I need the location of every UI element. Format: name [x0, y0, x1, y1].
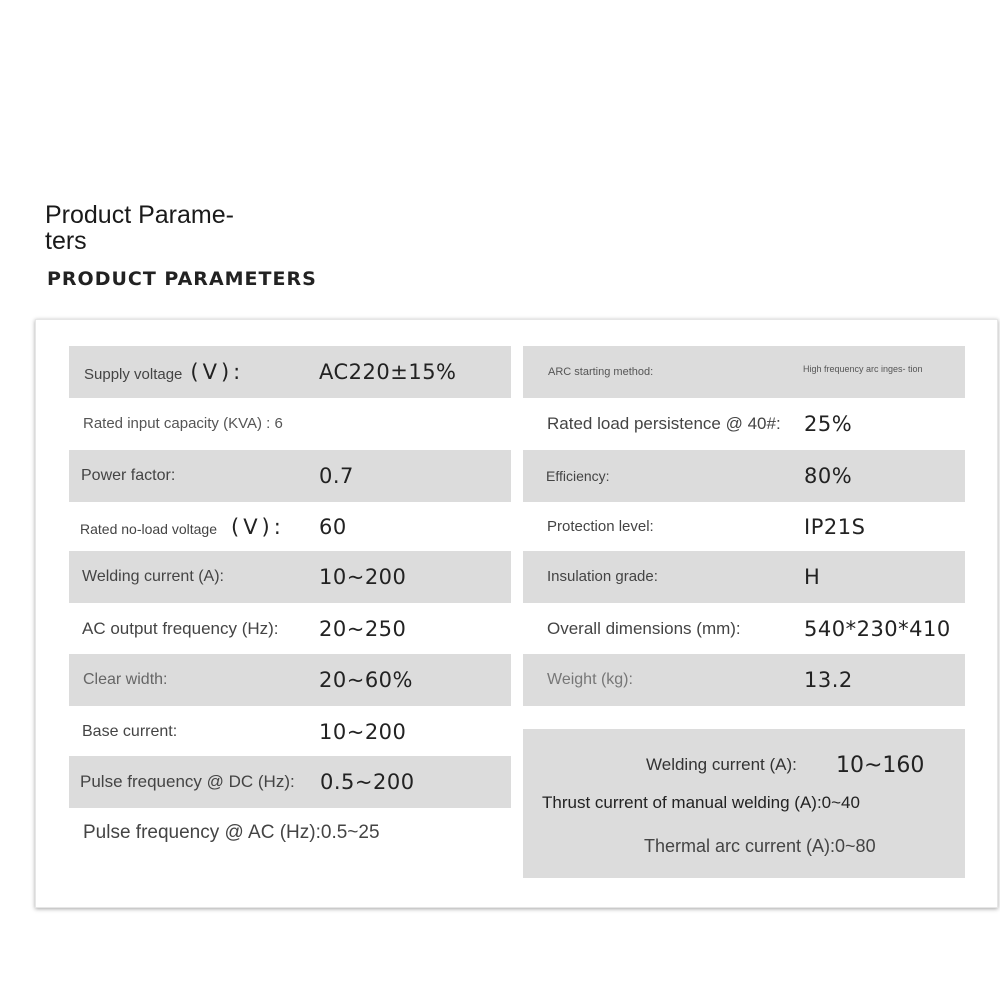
param-label: Base current: — [82, 723, 178, 740]
param-value: IP21S — [804, 515, 866, 539]
param-value: 60 — [319, 515, 347, 539]
param-row-pulse-frequency-ac — [69, 807, 511, 859]
page-subtitle: PRODUCT PARAMETERS — [47, 268, 317, 290]
param-value: High frequency arc inges- tion — [803, 364, 923, 374]
manual-welding-box — [523, 729, 965, 878]
no-load-voltage-unit: (V): — [231, 515, 285, 539]
param-value: 20~60% — [319, 668, 413, 692]
param-label: Pulse frequency @ AC (Hz):0.5~25 — [83, 822, 380, 843]
param-row-power-factor — [69, 450, 511, 502]
param-row-arc-starting-method — [523, 346, 965, 398]
param-row-base-current — [69, 706, 511, 758]
param-row-ac-output-frequency — [69, 603, 511, 655]
param-label: Pulse frequency @ DC (Hz): — [80, 772, 295, 791]
thrust-current-text: Thrust current of manual welding (A):0~40 — [542, 793, 860, 812]
no-load-voltage-label: Rated no-load voltage — [80, 521, 217, 537]
param-value: 25% — [804, 412, 853, 436]
parameters-panel — [35, 319, 998, 908]
param-row-overall-dimensions — [523, 603, 965, 655]
param-value: 13.2 — [804, 668, 853, 692]
param-row-clear-width — [69, 654, 511, 706]
param-value: 0.5~200 — [320, 770, 415, 794]
param-label: Efficiency: — [546, 468, 610, 484]
param-value: 20~250 — [319, 617, 407, 641]
param-label: Welding current (A): — [82, 568, 224, 585]
param-row-welding-current — [69, 551, 511, 603]
param-label: Rated load persistence @ 40#: — [547, 414, 781, 433]
param-row-supply-voltage — [69, 346, 511, 398]
param-row-rated-no-load-voltage — [69, 501, 511, 553]
param-value: 0.7 — [319, 464, 354, 488]
param-label — [84, 346, 244, 398]
param-label: Protection level: — [547, 518, 654, 535]
param-row-weight — [523, 654, 965, 706]
param-label: Overall dimensions (mm): — [547, 619, 741, 638]
param-value: H — [804, 565, 821, 589]
param-label: Weight (kg): — [547, 671, 633, 688]
param-row-efficiency — [523, 450, 965, 502]
param-value: 10~200 — [319, 720, 407, 744]
param-label: ARC starting method: — [548, 366, 654, 378]
supply-voltage-label: Supply voltage — [84, 366, 183, 383]
param-row-protection-level — [523, 501, 965, 553]
param-row-pulse-frequency-dc — [69, 756, 511, 808]
param-label: AC output frequency (Hz): — [82, 619, 279, 638]
param-row-rated-load-persistence — [523, 398, 965, 450]
page-title: Product Parame- ters — [45, 201, 234, 255]
param-row-insulation-grade — [523, 551, 965, 603]
param-label: Rated input capacity (KVA) : 6 — [83, 415, 283, 432]
param-label: Insulation grade: — [547, 568, 658, 585]
param-row-rated-input-capacity — [69, 398, 511, 450]
param-label: Clear width: — [83, 671, 168, 688]
manual-welding-current-value: 10~160 — [836, 753, 925, 778]
param-value: 80% — [804, 464, 853, 488]
param-value: 10~200 — [319, 565, 407, 589]
manual-welding-current-label: Welding current (A): — [646, 755, 797, 774]
supply-voltage-unit: (V): — [190, 360, 245, 384]
param-value: 540*230*410 — [804, 617, 951, 641]
param-label: Power factor: — [81, 467, 176, 484]
thermal-arc-current-text: Thermal arc current (A):0~80 — [644, 836, 876, 856]
param-label — [80, 501, 285, 553]
param-value: AC220±15% — [319, 360, 457, 384]
